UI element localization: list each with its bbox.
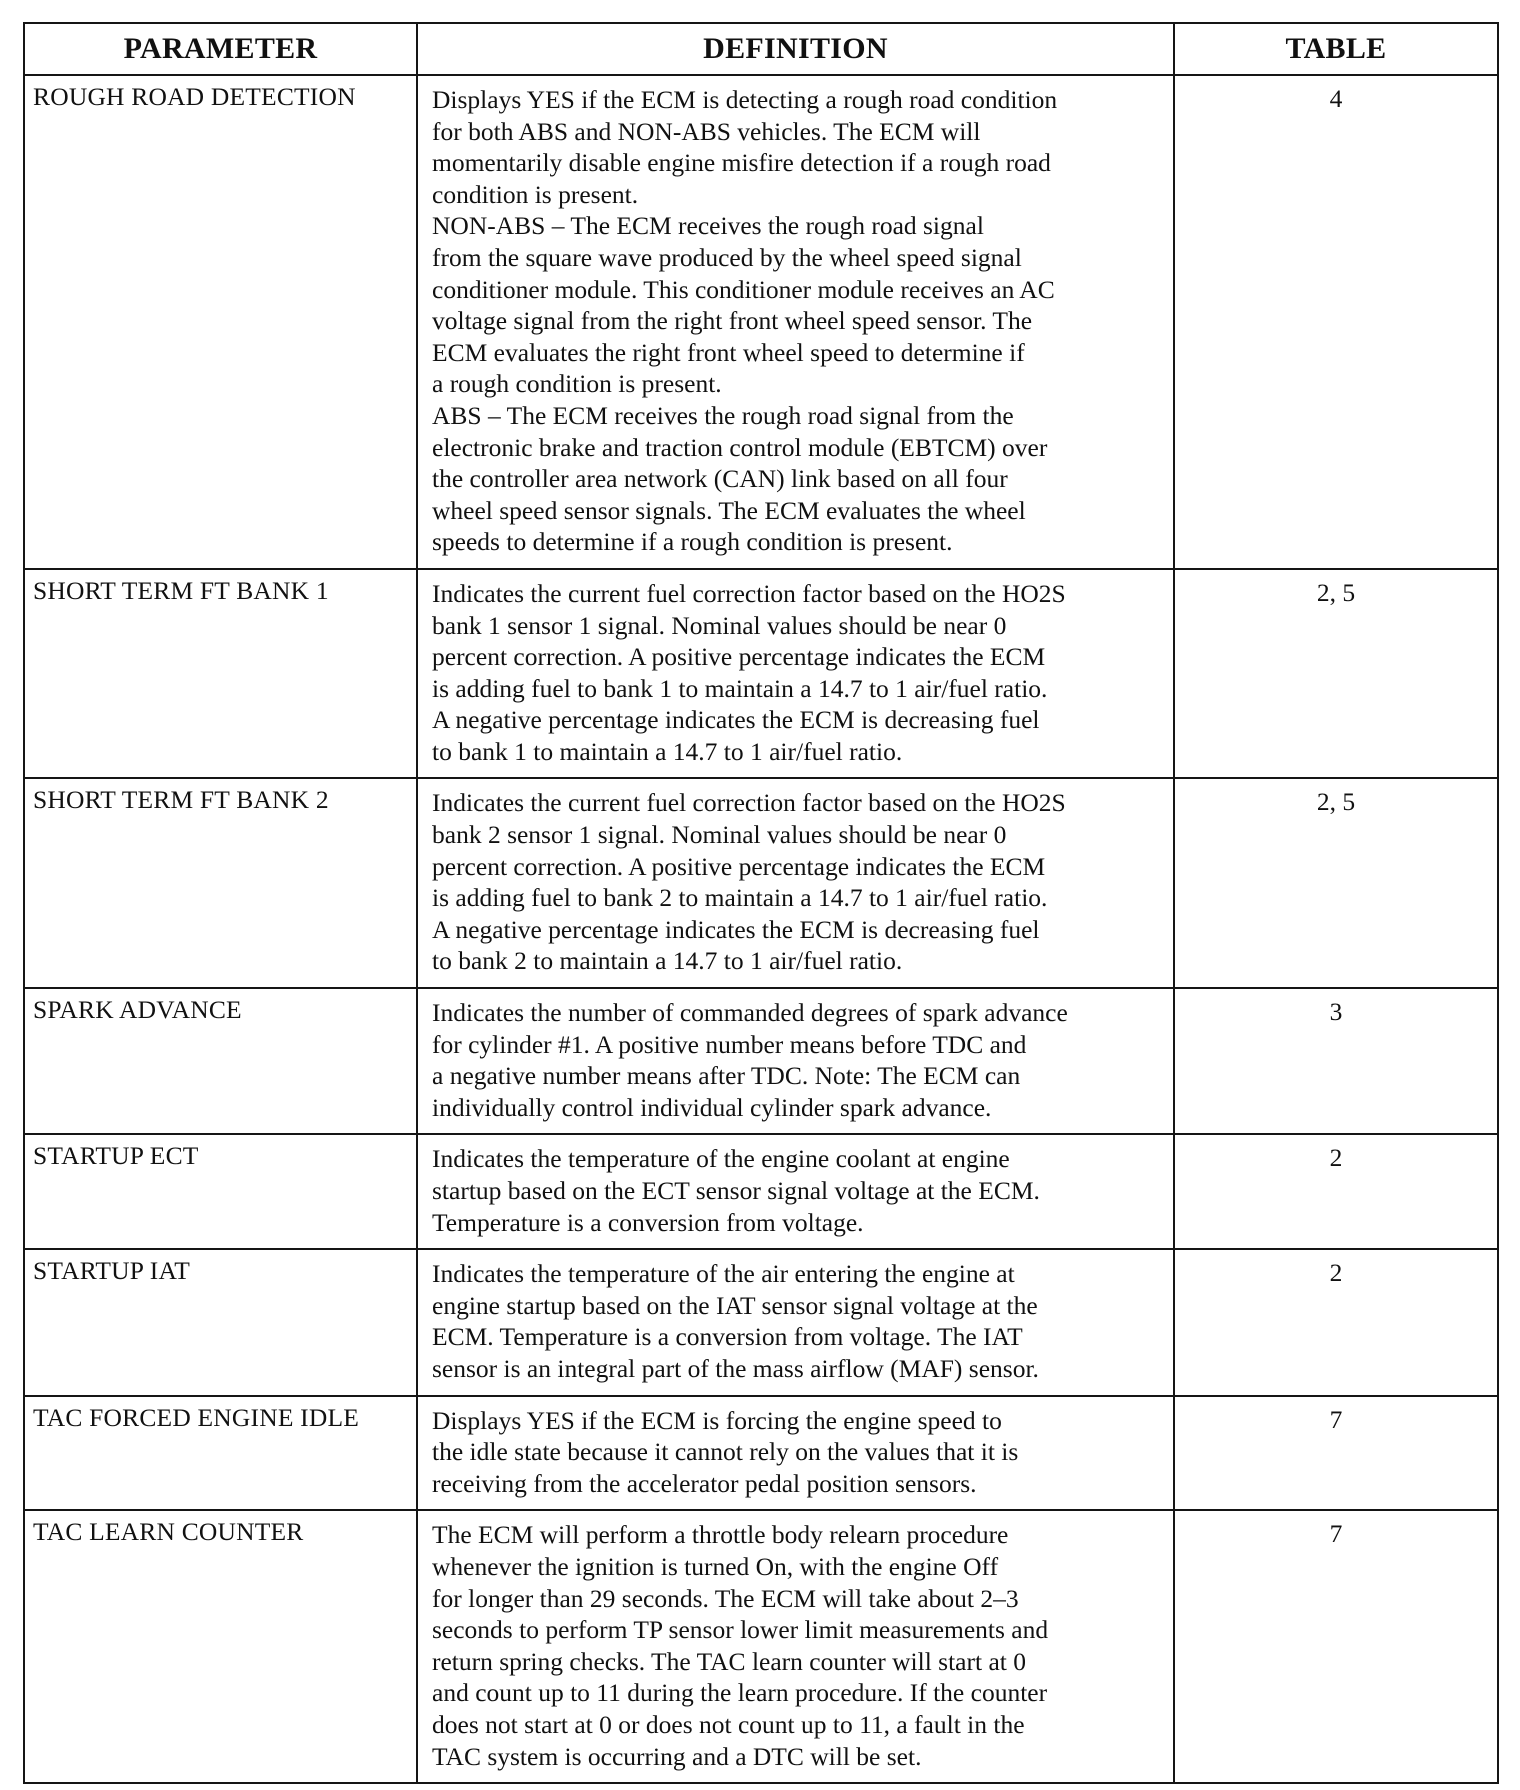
parameter-cell: TAC FORCED ENGINE IDLE	[24, 1396, 417, 1511]
parameter-cell: SHORT TERM FT BANK 2	[24, 778, 417, 988]
definition-cell	[417, 1396, 1174, 1511]
definition-cell	[417, 569, 1174, 779]
table-ref-cell: 7	[1174, 1510, 1498, 1783]
definition-line: Indicates the temperature of the air entering the engine at	[432, 1259, 1015, 1289]
definition-line: The ECM will perform a throttle body relearn procedure	[432, 1520, 1009, 1550]
parameter-cell: SPARK ADVANCE	[24, 988, 417, 1134]
definition-line: condition is present.	[432, 179, 639, 209]
definition-line: receiving from the accelerator pedal position sensors.	[432, 1468, 977, 1498]
definition-line: wheel speed sensor signals. The ECM evaluates the wheel	[432, 495, 1026, 525]
definition-line: Indicates the current fuel correction factor based on the HO2S	[432, 578, 1066, 608]
definition-line: ECM evaluates the right front wheel speed to determine if	[432, 337, 1025, 367]
table-row	[24, 988, 1498, 1134]
definition-line: seconds to perform TP sensor lower limit measurements and	[432, 1615, 1049, 1645]
table-ref-cell: 3	[1174, 988, 1498, 1134]
definition-line: engine startup based on the IAT sensor signal voltage at the	[432, 1290, 1038, 1320]
definition-line: A negative percentage indicates the ECM is decreasing fuel	[432, 914, 1040, 944]
table-ref-cell: 2	[1174, 1249, 1498, 1395]
parameter-cell: ROUGH ROAD DETECTION	[24, 75, 417, 569]
table-row	[24, 778, 1498, 988]
definition-line: momentarily disable engine misfire detection if a rough road	[432, 148, 1051, 178]
definition-line: for both ABS and NON-ABS vehicles. The ECM will	[432, 116, 981, 146]
table-row	[24, 75, 1498, 569]
table-row	[24, 1134, 1498, 1249]
table-ref-cell: 2, 5	[1174, 778, 1498, 988]
definition-line: Displays YES if the ECM is detecting a rough road condition	[432, 85, 1058, 114]
definition-line: bank 2 sensor 1 signal. Nominal values should be near 0	[432, 820, 1007, 850]
table-ref-cell: 4	[1174, 75, 1498, 569]
table-row	[24, 1249, 1498, 1395]
definition-line: does not start at 0 or does not count up to 11, a fault in the	[432, 1709, 1025, 1739]
table-row	[24, 569, 1498, 779]
parameter-cell: STARTUP ECT	[24, 1134, 417, 1249]
definition-line: TAC system is occurring and a DTC will be set.	[432, 1741, 922, 1771]
parameter-cell: SHORT TERM FT BANK 1	[24, 569, 417, 779]
definition-cell	[417, 1510, 1174, 1783]
definition-line: for longer than 29 seconds. The ECM will take about 2–3	[432, 1583, 1019, 1613]
definition-line: individually control individual cylinder spark advance.	[432, 1092, 992, 1122]
table-ref-cell: 2, 5	[1174, 569, 1498, 779]
definition-line: voltage signal from the right front wheel speed sensor. The	[432, 306, 1033, 336]
definition-line: NON-ABS – The ECM receives the rough road signal	[432, 211, 984, 241]
definition-line: a negative number means after TDC. Note: The ECM can	[432, 1061, 1021, 1091]
definition-line: Displays YES if the ECM is forcing the engine speed to	[432, 1405, 1002, 1435]
parameter-cell: TAC LEARN COUNTER	[24, 1510, 417, 1783]
definition-line: bank 1 sensor 1 signal. Nominal values should be near 0	[432, 610, 1007, 640]
definition-line: Indicates the number of commanded degrees of spark advance	[432, 998, 1068, 1028]
definition-line: ABS – The ECM receives the rough road signal from the	[432, 400, 1014, 430]
definition-line: from the square wave produced by the wheel speed signal	[432, 242, 1022, 272]
definition-column-header: DEFINITION	[417, 23, 1174, 75]
definition-line: whenever the ignition is turned On, with the engine Off	[432, 1551, 999, 1581]
definition-line: return spring checks. The TAC learn counter will start at 0	[432, 1646, 1026, 1676]
definition-line: a rough condition is present.	[432, 369, 722, 399]
definition-line: the idle state because it cannot rely on the values that it is	[432, 1437, 1019, 1467]
definition-cell	[417, 778, 1174, 988]
definition-line: Indicates the current fuel correction factor based on the HO2S	[432, 788, 1066, 818]
definition-cell	[417, 988, 1174, 1134]
definition-cell	[417, 75, 1174, 569]
parameter-table	[23, 22, 1499, 1784]
definition-line: electronic brake and traction control module (EBTCM) over	[432, 432, 1048, 462]
definition-line: A negative percentage indicates the ECM is decreasing fuel	[432, 705, 1040, 735]
header-row	[24, 23, 1498, 75]
definition-line: and count up to 11 during the learn procedure. If the counter	[432, 1678, 1048, 1708]
definition-cell	[417, 1249, 1174, 1395]
table-ref-cell: 2	[1174, 1134, 1498, 1249]
definition-line: for cylinder #1. A positive number means before TDC and	[432, 1029, 1027, 1059]
definition-line: to bank 2 to maintain a 14.7 to 1 air/fuel ratio.	[432, 946, 903, 976]
definition-line: the controller area network (CAN) link based on all four	[432, 464, 1008, 494]
parameter-definition-sheet	[23, 22, 1497, 1784]
parameter-cell: STARTUP IAT	[24, 1249, 417, 1395]
definition-line: ECM. Temperature is a conversion from voltage. The IAT	[432, 1322, 1023, 1352]
definition-line: speeds to determine if a rough condition is present.	[432, 527, 953, 557]
definition-line: to bank 1 to maintain a 14.7 to 1 air/fuel ratio.	[432, 736, 903, 766]
parameter-column-header: PARAMETER	[24, 23, 417, 75]
definition-line: sensor is an integral part of the mass airflow (MAF) sensor.	[432, 1353, 1039, 1383]
definition-line: startup based on the ECT sensor signal voltage at the ECM.	[432, 1176, 1040, 1205]
definition-line: conditioner module. This conditioner module receives an AC	[432, 274, 1055, 304]
definition-line: Indicates the temperature of the engine coolant at engine	[432, 1144, 1010, 1174]
definition-line: percent correction. A positive percentage indicates the ECM	[432, 851, 1046, 881]
definition-line: Temperature is a conversion from voltage.	[432, 1207, 864, 1237]
definition-cell	[417, 1134, 1174, 1249]
table-row	[24, 1396, 1498, 1511]
definition-line: percent correction. A positive percentage indicates the ECM	[432, 642, 1046, 672]
table-ref-cell: 7	[1174, 1396, 1498, 1511]
definition-line: is adding fuel to bank 1 to maintain a 14.7 to 1 air/fuel ratio.	[432, 673, 1048, 703]
table-row	[24, 1510, 1498, 1783]
definition-line: is adding fuel to bank 2 to maintain a 14.7 to 1 air/fuel ratio.	[432, 883, 1048, 913]
table-column-header: TABLE	[1174, 23, 1498, 75]
